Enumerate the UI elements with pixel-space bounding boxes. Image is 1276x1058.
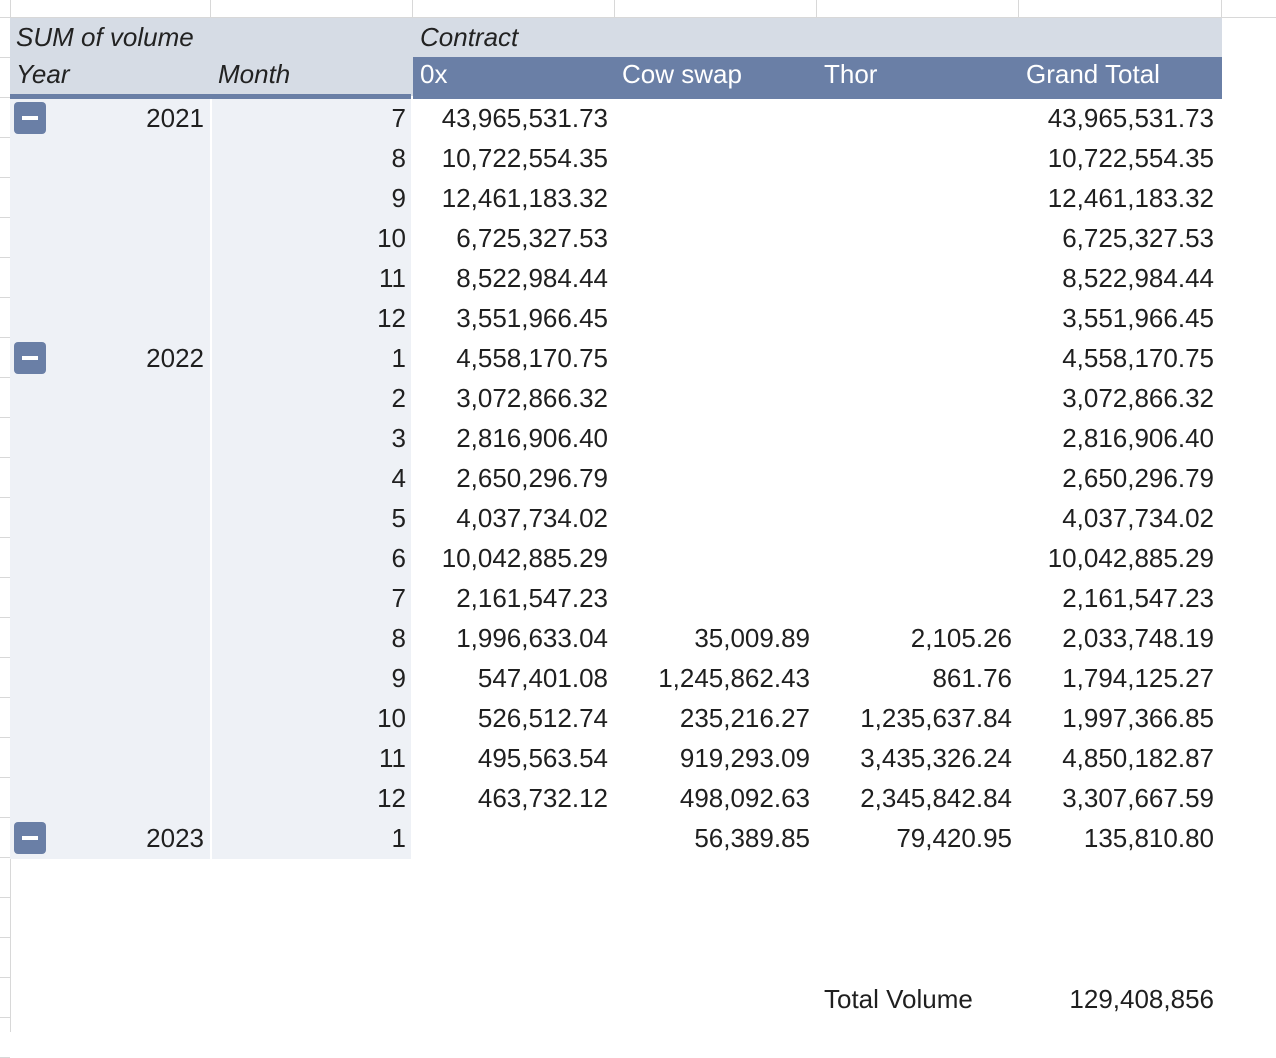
cell-0x[interactable]: 3,072,866.32 [456, 383, 608, 413]
cell-grand-total[interactable]: 3,072,866.32 [1062, 383, 1214, 413]
table-row [0, 379, 1276, 419]
table-row [0, 499, 1276, 539]
cell-grand-total[interactable]: 8,522,984.44 [1062, 263, 1214, 293]
month-cell[interactable]: 12 [377, 783, 406, 813]
column-header-thor[interactable]: Thor [824, 59, 878, 89]
cell-0x[interactable]: 547,401.08 [477, 663, 608, 693]
table-row [0, 99, 1276, 139]
month-cell[interactable]: 1 [391, 343, 406, 373]
table-row [0, 779, 1276, 819]
year-label: 2021 [146, 103, 204, 133]
column-header-cow-swap[interactable]: Cow swap [622, 59, 742, 89]
gutter-row-line [0, 937, 10, 938]
month-cell[interactable]: 5 [391, 503, 406, 533]
table-row [0, 819, 1276, 859]
month-cell[interactable]: 11 [379, 263, 406, 293]
column-divider [412, 0, 413, 17]
month-cell[interactable]: 9 [391, 663, 406, 693]
month-cell[interactable]: 1 [391, 823, 406, 853]
month-cell[interactable]: 8 [391, 623, 406, 653]
gutter-row-line [0, 57, 10, 58]
table-row [0, 299, 1276, 339]
cell-0x[interactable]: 10,042,885.29 [441, 543, 608, 573]
column-divider [614, 0, 615, 17]
table-row [0, 699, 1276, 739]
year-label: 2023 [146, 823, 204, 853]
cell-0x[interactable]: 2,650,296.79 [456, 463, 608, 493]
cell-grand-total[interactable]: 2,161,547.23 [1062, 583, 1214, 613]
cell-0x[interactable]: 526,512.74 [477, 703, 608, 733]
month-cell[interactable]: 6 [391, 543, 406, 573]
cell-cow-swap[interactable]: 35,009.89 [694, 623, 810, 653]
cell-thor[interactable]: 2,105.26 [910, 623, 1012, 653]
total-volume-label: Total Volume [824, 984, 973, 1014]
cell-grand-total[interactable]: 2,816,906.40 [1062, 423, 1214, 453]
month-cell[interactable]: 8 [391, 143, 406, 173]
table-row [0, 579, 1276, 619]
month-cell[interactable]: 3 [391, 423, 406, 453]
cell-0x[interactable]: 12,461,183.32 [441, 183, 608, 213]
table-row [0, 259, 1276, 299]
cell-thor[interactable]: 79,420.95 [896, 823, 1012, 853]
cell-cow-swap[interactable]: 1,245,862.43 [658, 663, 810, 693]
table-row [0, 619, 1276, 659]
table-row [0, 539, 1276, 579]
table-row [0, 219, 1276, 259]
cell-grand-total[interactable]: 2,033,748.19 [1062, 623, 1214, 653]
cell-grand-total[interactable]: 3,551,966.45 [1062, 303, 1214, 333]
cell-cow-swap[interactable]: 919,293.09 [679, 743, 810, 773]
cell-grand-total[interactable]: 2,650,296.79 [1062, 463, 1214, 493]
gutter-row-line [0, 977, 10, 978]
gutter-row-line [0, 97, 10, 98]
cell-cow-swap[interactable]: 498,092.63 [679, 783, 810, 813]
year-label: 2022 [146, 343, 204, 373]
table-row [0, 179, 1276, 219]
cell-thor[interactable]: 3,435,326.24 [860, 743, 1012, 773]
cell-0x[interactable]: 43,965,531.73 [441, 103, 608, 133]
month-cell[interactable]: 11 [379, 743, 406, 773]
table-row [0, 459, 1276, 499]
table-row [0, 339, 1276, 379]
cell-0x[interactable]: 2,816,906.40 [456, 423, 608, 453]
cell-thor[interactable]: 2,345,842.84 [860, 783, 1012, 813]
cell-grand-total[interactable]: 4,558,170.75 [1062, 343, 1214, 373]
value-field-label[interactable]: SUM of volume [16, 22, 194, 52]
cell-cow-swap[interactable]: 56,389.85 [694, 823, 810, 853]
column-divider [1018, 0, 1019, 17]
gutter-row-line [0, 1017, 10, 1018]
cell-grand-total[interactable]: 3,307,667.59 [1062, 783, 1214, 813]
month-cell[interactable]: 2 [391, 383, 406, 413]
cell-grand-total[interactable]: 12,461,183.32 [1047, 183, 1214, 213]
cell-thor[interactable]: 861.76 [932, 663, 1012, 693]
cell-0x[interactable]: 495,563.54 [477, 743, 608, 773]
cell-0x[interactable]: 8,522,984.44 [456, 263, 608, 293]
month-cell[interactable]: 4 [391, 463, 406, 493]
month-cell[interactable]: 10 [377, 703, 406, 733]
cell-0x[interactable]: 4,558,170.75 [456, 343, 608, 373]
cell-thor[interactable]: 1,235,637.84 [860, 703, 1012, 733]
table-row [0, 739, 1276, 779]
cell-0x[interactable]: 2,161,547.23 [456, 583, 608, 613]
cell-grand-total[interactable]: 1,794,125.27 [1062, 663, 1214, 693]
cell-0x[interactable]: 1,996,633.04 [456, 623, 608, 653]
column-divider [210, 0, 211, 17]
month-cell[interactable]: 12 [377, 303, 406, 333]
cell-0x[interactable]: 6,725,327.53 [456, 223, 608, 253]
row-field-year[interactable]: Year [16, 59, 70, 89]
cell-0x[interactable]: 4,037,734.02 [456, 503, 608, 533]
month-cell[interactable]: 7 [391, 103, 406, 133]
column-divider [1221, 0, 1222, 17]
month-cell[interactable]: 7 [391, 583, 406, 613]
cell-grand-total[interactable]: 10,722,554.35 [1047, 143, 1214, 173]
cell-grand-total[interactable]: 43,965,531.73 [1047, 103, 1214, 133]
cell-grand-total[interactable]: 4,850,182.87 [1062, 743, 1214, 773]
cell-0x[interactable]: 463,732.12 [477, 783, 608, 813]
gutter-row-line [0, 897, 10, 898]
cell-grand-total[interactable]: 1,997,366.85 [1062, 703, 1214, 733]
row-field-month[interactable]: Month [218, 59, 291, 89]
column-divider [816, 0, 817, 17]
month-cell[interactable]: 10 [377, 223, 406, 253]
cell-cow-swap[interactable]: 235,216.27 [679, 703, 810, 733]
column-header-grand-total[interactable]: Grand Total [1026, 59, 1160, 89]
cell-grand-total[interactable]: 6,725,327.53 [1062, 223, 1214, 253]
cell-grand-total[interactable]: 4,037,734.02 [1062, 503, 1214, 533]
month-cell[interactable]: 9 [391, 183, 406, 213]
cell-0x[interactable]: 10,722,554.35 [441, 143, 608, 173]
table-row [0, 659, 1276, 699]
column-header-0x[interactable]: 0x [420, 59, 448, 89]
total-volume-value: 129,408,856 [1069, 984, 1214, 1014]
cell-0x[interactable]: 3,551,966.45 [456, 303, 608, 333]
cell-grand-total[interactable]: 135,810.80 [1083, 823, 1214, 853]
cell-grand-total[interactable]: 10,042,885.29 [1047, 543, 1214, 573]
column-header-strip [0, 0, 1276, 18]
table-row [0, 139, 1276, 179]
table-row [0, 419, 1276, 459]
column-field-label[interactable]: Contract [420, 22, 519, 52]
